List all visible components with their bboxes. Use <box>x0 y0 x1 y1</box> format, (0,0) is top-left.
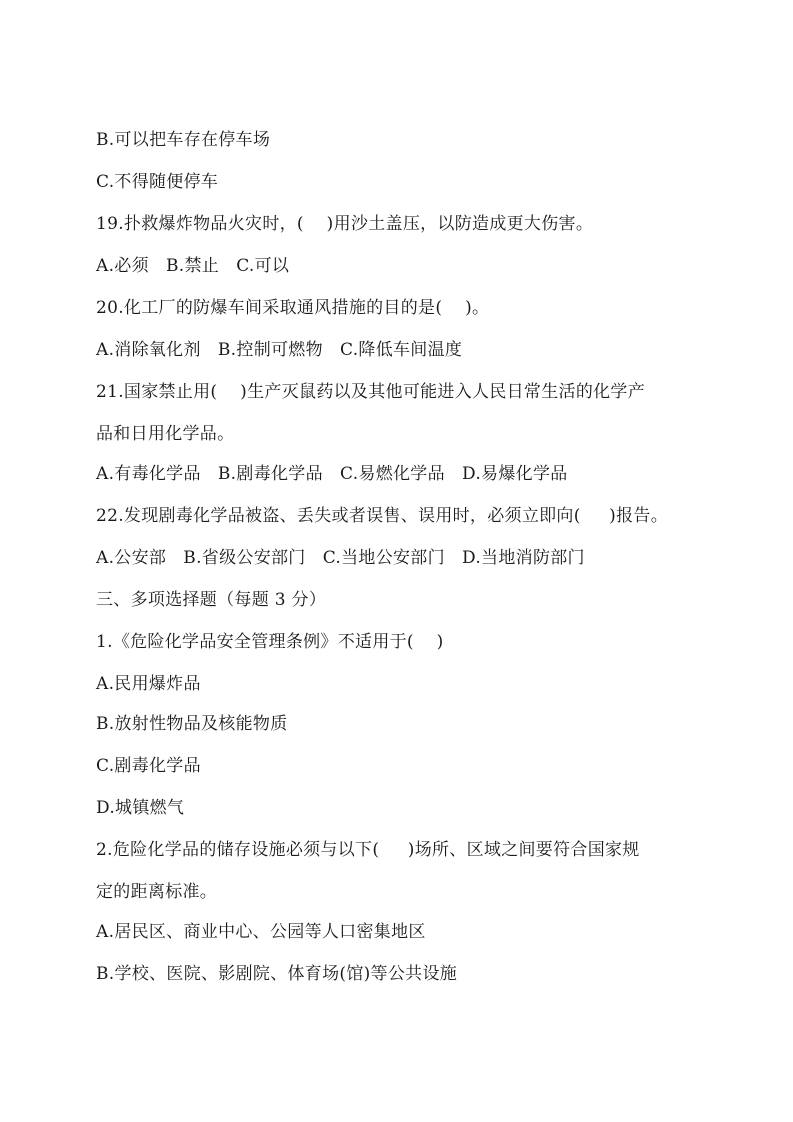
question-line: 19.扑救爆炸物品火灾时，( )用沙土盖压，以防造成更大伤害。 <box>96 214 594 234</box>
option-line: C.剧毒化学品 <box>96 756 201 776</box>
question-line-continued: 定的距离标准。 <box>96 882 218 902</box>
question-line: 2.危险化学品的储存设施必须与以下( )场所、区域之间要符合国家规 <box>96 840 640 860</box>
option-line: A.居民区、商业中心、公园等人口密集地区 <box>96 922 426 942</box>
question-line-continued: 品和日用化学品。 <box>96 424 235 444</box>
option-line: B.学校、医院、影剧院、体育场(馆)等公共设施 <box>96 964 458 984</box>
question-line: 20.化工厂的防爆车间采取通风措施的目的是( )。 <box>96 298 490 318</box>
option-line: A.民用爆炸品 <box>96 674 201 694</box>
option-line: A.有毒化学品 B.剧毒化学品 C.易燃化学品 D.易爆化学品 <box>96 464 568 484</box>
option-line: D.城镇燃气 <box>96 798 185 818</box>
question-line: 22.发现剧毒化学品被盗、丢失或者误售、误用时，必须立即向( )报告。 <box>96 506 669 526</box>
question-line: 21.国家禁止用( )生产灭鼠药以及其他可能进入人民日常生活的化学产 <box>96 382 646 402</box>
question-line: 1.《危险化学品安全管理条例》不适用于( ) <box>96 632 444 652</box>
option-line: B.可以把车存在停车场 <box>96 130 271 150</box>
option-line: C.不得随便停车 <box>96 172 219 192</box>
option-line: B.放射性物品及核能物质 <box>96 714 288 734</box>
option-line: A.消除氧化剂 B.控制可燃物 C.降低车间温度 <box>96 340 463 360</box>
option-line: A.公安部 B.省级公安部门 C.当地公安部门 D.当地消防部门 <box>96 548 585 568</box>
option-line: A.必须 B.禁止 C.可以 <box>96 256 290 276</box>
section-heading: 三、多项选择题（每题 3 分） <box>96 590 327 610</box>
